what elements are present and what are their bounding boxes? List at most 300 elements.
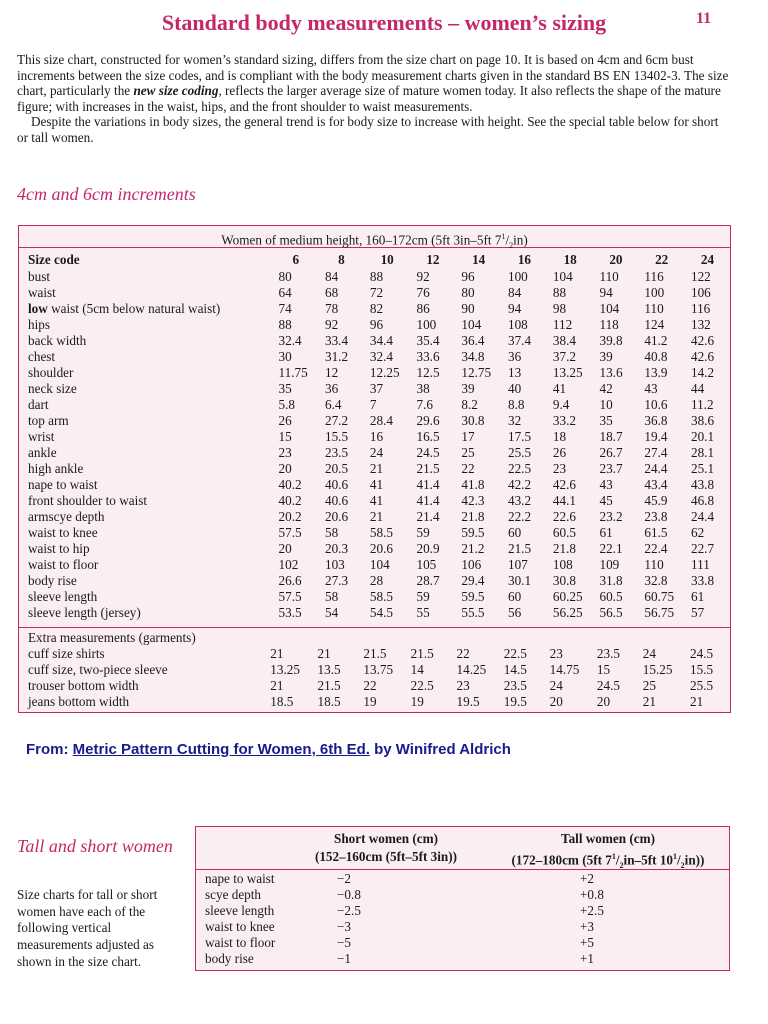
measurement-value: 22.2 [507,509,532,524]
measurement-label: waist to floor [205,935,276,950]
table-row [19,662,730,678]
measurement-value: 24 [369,445,384,460]
table-row [19,509,730,525]
measurement-value: 21 [369,509,384,524]
measurement-value: 100 [416,317,437,332]
measurement-label-text: sleeve length [28,589,98,604]
measurement-value: 96 [461,269,475,284]
measurement-value: 36 [324,381,339,396]
measurement-value: 41.4 [416,493,440,508]
measurement-value: 21.5 [317,678,341,693]
measurement-value: 27.2 [324,413,349,428]
table-row [19,678,730,694]
measurement-value: 108 [552,557,573,572]
measurement-label: cuff size shirts [28,646,105,661]
table-row [19,646,730,662]
range-text: (172–180cm (5ft 7 [511,852,612,868]
measurement-value: 19.5 [503,694,527,709]
measurement-value: 40 [507,381,522,396]
measurement-value: 23 [278,445,292,460]
measurement-value: 53.5 [278,605,302,620]
size-code: 14 [472,252,486,267]
measurement-value: 64 [278,285,292,300]
measurement-value: 59 [416,589,430,604]
measurement-value: 21.8 [461,509,485,524]
measurement-value: 18.5 [317,694,341,709]
table-row [19,317,730,333]
measurement-value: 36.8 [644,413,668,428]
measurement-value: 110 [599,269,619,284]
measurement-value: 43.2 [507,493,532,508]
measurement-label [19,429,273,445]
measurement-value: 110 [644,557,664,572]
measurement-value: 55 [416,605,430,620]
measurement-value: 28 [369,573,384,588]
measurement-value: 20.5 [324,461,349,476]
measurement-value: 98 [552,301,567,316]
table-row [19,445,730,461]
measurement-value: 100 [507,269,528,284]
measurement-value: 21.4 [416,509,440,524]
measurement-value: 104 [461,317,482,332]
size-code: 24 [700,252,715,267]
measurement-value: 57 [690,605,705,620]
measurement-label: sleeve length [205,903,275,918]
measurement-value: 38.6 [690,413,715,428]
measurement-value: 42.3 [461,493,485,508]
measurement-value: 54 [324,605,339,620]
measurement-label-emphasis: low [28,301,48,316]
measurement-value: 72 [369,285,384,300]
measurement-value: 42.6 [552,477,576,492]
measurement-value: 132 [690,317,711,332]
measurement-value: 61 [599,525,613,540]
tall-adjustment: +5 [580,935,595,950]
measurement-value: 17 [461,429,475,444]
measurement-value: 34.8 [461,349,485,364]
measurement-value: 24.4 [644,461,668,476]
table-row [19,301,730,317]
measurement-value: 6.4 [324,397,342,412]
tall-adjustment: +1 [580,951,595,966]
table-row [19,349,730,365]
measurement-value: 116 [644,269,664,284]
size-code: 20 [609,252,623,267]
measurement-value: 27.3 [324,573,349,588]
intro-text-part: This size chart, constructed for women’s standard sizing, differs from the size chart on page 10. It is based on 4cm and 6cm bust increments between the size codes, and is compliant with the body measurement charts given in the standard BS EN 13402-3. The size chart, particularly the [17,52,729,98]
measurement-label: body rise [205,951,254,966]
measurement-label [19,477,273,493]
fraction-numerator: 1 [673,852,677,861]
short-adjustment: −2.5 [337,903,361,918]
measurement-label [19,413,273,429]
measurement-value: 5.8 [278,397,295,412]
measurement-value: 7.6 [416,397,433,412]
measurement-value: 42.2 [507,477,532,492]
measurement-value: 12 [324,365,339,380]
measurement-value: 31.8 [599,573,623,588]
measurement-value: 26.6 [278,573,302,588]
measurement-value: 23.5 [324,445,349,460]
extra-measurements-title: Extra measurements (garments) [28,630,196,645]
table-row [19,589,730,605]
intro-paragraph-1 [17,52,729,114]
measurement-value: 9.4 [552,397,570,412]
measurement-value: 111 [690,557,710,572]
measurement-value: 20.6 [369,541,393,556]
measurement-value: 14.25 [456,662,487,677]
measurement-label-text: hips [28,317,50,332]
measurement-value: 24.5 [416,445,440,460]
measurement-value: 23.8 [644,509,668,524]
section-heading: 4cm and 6cm increments [17,184,196,204]
measurement-value: 61 [690,589,705,604]
measurement-value: 88 [278,317,292,332]
measurement-label: nape to waist [205,871,275,886]
measurement-value: 40.6 [324,477,349,492]
measurement-value: 33.6 [416,349,440,364]
measurement-value: 22.5 [503,646,527,661]
measurement-value: 16 [369,429,384,444]
short-women-range: (152–160cm (5ft–5ft 3in)) [314,849,458,864]
measurement-value: 84 [507,285,522,300]
measurement-value: 12.25 [369,365,400,380]
measurement-value: 124 [644,317,665,332]
measurement-value: 18.7 [599,429,623,444]
measurement-value: 76 [416,285,430,300]
measurement-value: 57.5 [278,525,302,540]
measurement-label [19,493,273,509]
measurement-label: jeans bottom width [28,694,130,709]
measurement-value: 13.75 [363,662,394,677]
measurement-value: 21.5 [363,646,387,661]
measurement-value: 28.4 [369,413,393,428]
measurement-value: 24.4 [690,509,715,524]
measurement-value: 20 [278,541,292,556]
measurement-value: 18.5 [270,694,294,709]
measurement-value: 13.5 [317,662,341,677]
measurement-value: 60 [507,525,522,540]
measurement-value: 37.4 [507,333,532,348]
measurement-value: 122 [690,269,711,284]
measurement-value: 56.5 [599,605,623,620]
measurement-value: 23.7 [599,461,623,476]
measurement-value: 20.1 [690,429,715,444]
fraction-denominator: 2 [509,241,514,251]
measurement-value: 82 [369,301,384,316]
table-row [196,887,719,903]
measurement-value: 23.2 [599,509,623,524]
size-code: 16 [517,252,532,267]
measurement-value: 29.6 [416,413,440,428]
measurement-value: 20.9 [416,541,440,556]
measurement-value: 14.2 [690,365,715,380]
size-chart [18,225,731,713]
measurement-label: cuff size, two-piece sleeve [28,662,168,677]
measurement-label-text: body rise [28,573,77,588]
measurement-value: 21 [690,694,704,709]
measurement-value: 30 [278,349,292,364]
measurement-value: 41 [369,493,384,508]
measurement-value: 103 [324,557,345,572]
measurement-value: 21.5 [410,646,434,661]
size-code: 10 [380,252,394,267]
table-row [19,525,730,541]
measurement-value: 59 [416,525,430,540]
measurement-value: 14.75 [549,662,580,677]
measurement-value: 106 [461,557,482,572]
measurement-value: 86 [416,301,430,316]
table-row [19,381,730,397]
measurement-value: 104 [369,557,390,572]
size-code: 22 [655,252,669,267]
measurement-value: 58 [324,589,339,604]
range-text: in)) [684,852,705,868]
measurement-value: 59.5 [461,525,485,540]
measurement-value: 43.8 [690,477,715,492]
measurement-value: 35 [278,381,292,396]
measurement-value: 20 [549,694,563,709]
measurement-label [19,397,273,413]
measurement-label-text: chest [28,349,56,364]
fraction-numerator: 1 [501,232,506,241]
emphasis-new-size-coding: new size coding [133,83,219,98]
measurement-value: 55.5 [461,605,485,620]
tall-women-range: (172–180cm (5ft $7^1/_2in-5ft$ $10^1/_2in$)) [511,852,705,871]
measurement-value: 11.2 [690,397,714,412]
measurement-value: 26 [278,413,292,428]
measurement-value: 39.8 [599,333,623,348]
measurement-value: 20 [596,694,611,709]
measurement-value: 20 [278,461,292,476]
measurement-label-text: back width [28,333,87,348]
extra-title-row [19,630,730,646]
measurement-value: 20.3 [324,541,349,556]
measurement-value: 118 [599,317,619,332]
measurement-value: 96 [369,317,384,332]
size-code-label: Size code [28,252,80,267]
table-row [19,285,730,301]
measurement-value: 94 [507,301,522,316]
short-adjustment: −5 [337,935,352,950]
measurement-value: 33.8 [690,573,715,588]
intro-text-part: , reflects the larger average size of mature women today. It also reflects the shape of the mature figure; with increases in the waist, hips, and the front shoulder to waist measurements. [17,83,721,114]
measurement-value: 43 [644,381,658,396]
measurement-value: 88 [552,285,567,300]
short-women-column-header [306,830,466,866]
measurement-value: 41.4 [416,477,440,492]
measurement-value: 8.2 [461,397,478,412]
tall-short-table-box [195,826,730,971]
fraction-numerator: 1 [611,852,616,861]
measurement-label [19,509,273,525]
measurement-value: 13.9 [644,365,668,380]
tall-adjustment: +2 [580,871,595,886]
measurement-value: 23 [549,646,563,661]
size-code: 8 [338,252,345,267]
measurement-value: 25.5 [507,445,532,460]
measurement-value: 80 [278,269,292,284]
measurement-value: 23 [552,461,567,476]
measurement-value: 22 [461,461,475,476]
tall-women-heading: Tall women (cm) [560,831,655,846]
measurement-value: 56.25 [552,605,583,620]
measurement-value: 60.25 [552,589,583,604]
measurement-value: 13 [507,365,522,380]
measurement-label [19,301,273,317]
measurement-value: 15.5 [690,662,714,677]
table-row [19,429,730,445]
table-row [19,397,730,413]
measurement-value: 14.5 [503,662,527,677]
tall-adjustment: +2.5 [580,903,604,918]
measurement-label-text: dart [28,397,49,412]
measurement-value: 16.5 [416,429,440,444]
measurement-value: 104 [599,301,620,316]
short-adjustment: −0.8 [337,887,361,902]
fraction-denominator: 2 [680,861,685,871]
measurement-value: 90 [461,301,475,316]
measurement-value: 112 [552,317,573,332]
measurement-value: 58.5 [369,525,393,540]
measurement-value: 34.4 [369,333,393,348]
measurement-value: 106 [690,285,711,300]
measurement-value: 23.5 [503,678,527,693]
measurement-label-text: armscye depth [28,509,105,524]
measurement-value: 21 [270,678,284,693]
measurement-value: 24.5 [690,646,714,661]
measurement-value: 107 [507,557,528,572]
measurement-label-text: bust [28,269,50,284]
measurement-value: 15 [596,662,611,677]
measurement-label [19,285,273,301]
measurement-value: 37.2 [552,349,576,364]
measurement-value: 45 [599,493,613,508]
measurement-value: 21.5 [507,541,532,556]
measurement-value: 8.8 [507,397,525,412]
measurement-value: 18 [552,429,567,444]
size-chart-heading: Women of medium height, 160–172cm (5ft 3in–5ft $7^1/_2in$) [19,226,730,248]
measurement-value: 7 [369,397,377,412]
measurement-value: 32 [507,413,522,428]
size-code: 18 [563,252,577,267]
measurement-value: 41.8 [461,477,485,492]
measurement-value: 62 [690,525,705,540]
measurement-value: 57.5 [278,589,302,604]
measurement-value: 41 [552,381,567,396]
tall-short-table-header [196,827,729,870]
table-row [19,477,730,493]
measurement-value: 20.2 [278,509,302,524]
measurement-value: 40.6 [324,493,349,508]
table-row [19,573,730,589]
measurement-value: 88 [369,269,384,284]
table-row [19,461,730,477]
measurement-value: 32.4 [369,349,393,364]
measurement-value: 68 [324,285,339,300]
tall-women-column-header [486,830,730,875]
measurement-value: 40.2 [278,493,302,508]
measurement-value: 10.6 [644,397,668,412]
measurement-value: 14 [410,662,424,677]
size-code: 12 [426,252,440,267]
intro-text [17,52,729,145]
measurement-label [19,445,273,461]
measurement-value: 35 [599,413,613,428]
measurement-value: 42 [599,381,613,396]
measurement-value: 21 [317,646,331,661]
measurement-value: 41.2 [644,333,668,348]
measurement-value: 24.5 [596,678,620,693]
measurement-value: 44.1 [552,493,576,508]
measurement-value: 20.6 [324,509,349,524]
measurement-value: 22.7 [690,541,715,556]
measurement-label-text: waist [28,285,56,300]
measurement-value: 22.1 [599,541,623,556]
measurement-value: 13.6 [599,365,623,380]
measurement-value: 12.75 [461,365,492,380]
table-row [19,493,730,509]
measurement-label [19,365,273,381]
book-link[interactable]: Metric Pattern Cutting for Women, 6th Ed. [72,741,370,758]
measurement-value: 60 [507,589,522,604]
measurement-value: 12.5 [416,365,440,380]
measurement-value: 92 [324,317,339,332]
measurement-value: 43 [599,477,613,492]
measurement-value: 22.4 [644,541,668,556]
measurement-value: 13.25 [552,365,583,380]
measurement-value: 39 [461,381,475,396]
size-code-row [19,250,730,269]
measurement-value: 100 [644,285,665,300]
short-adjustment: −2 [337,871,352,886]
measurement-value: 40.8 [644,349,668,364]
measurement-label [19,381,273,397]
measurement-value: 22 [363,678,377,693]
measurement-value: 33.4 [324,333,349,348]
table-row [19,269,730,285]
measurement-value: 29.4 [461,573,485,588]
measurement-label [19,589,273,605]
measurement-value: 26 [552,445,567,460]
measurement-value: 38 [416,381,430,396]
fraction-denominator: 2 [619,861,624,871]
measurement-value: 24 [642,646,656,661]
measurement-value: 21.8 [552,541,576,556]
measurement-value: 24 [549,678,563,693]
measurement-value: 60.5 [552,525,576,540]
table-row [196,935,719,951]
measurement-value: 39 [599,349,613,364]
measurement-value: 78 [324,301,339,316]
tall-short-text: Size charts for tall or short women have each of the following vertical measurements adjusted as shown in the size chart. [17,887,158,969]
tall-short-heading: Tall and short women [17,836,173,856]
measurement-value: 19.4 [644,429,668,444]
measurement-value: 30.8 [552,573,576,588]
heading-text: Women of medium height, 160–172cm (5ft 3in–5ft 7 [221,232,502,248]
measurement-value: 42.6 [690,333,715,348]
table-row [19,333,730,349]
measurement-value: 32.4 [278,333,302,348]
extra-measurements-table [19,630,730,710]
measurement-value: 58.5 [369,589,393,604]
measurement-label [19,525,273,541]
measurement-value: 25.5 [690,678,714,693]
measurement-label [19,461,273,477]
measurement-value: 37 [369,381,384,396]
measurement-value: 105 [416,557,437,572]
table-row [19,605,730,621]
